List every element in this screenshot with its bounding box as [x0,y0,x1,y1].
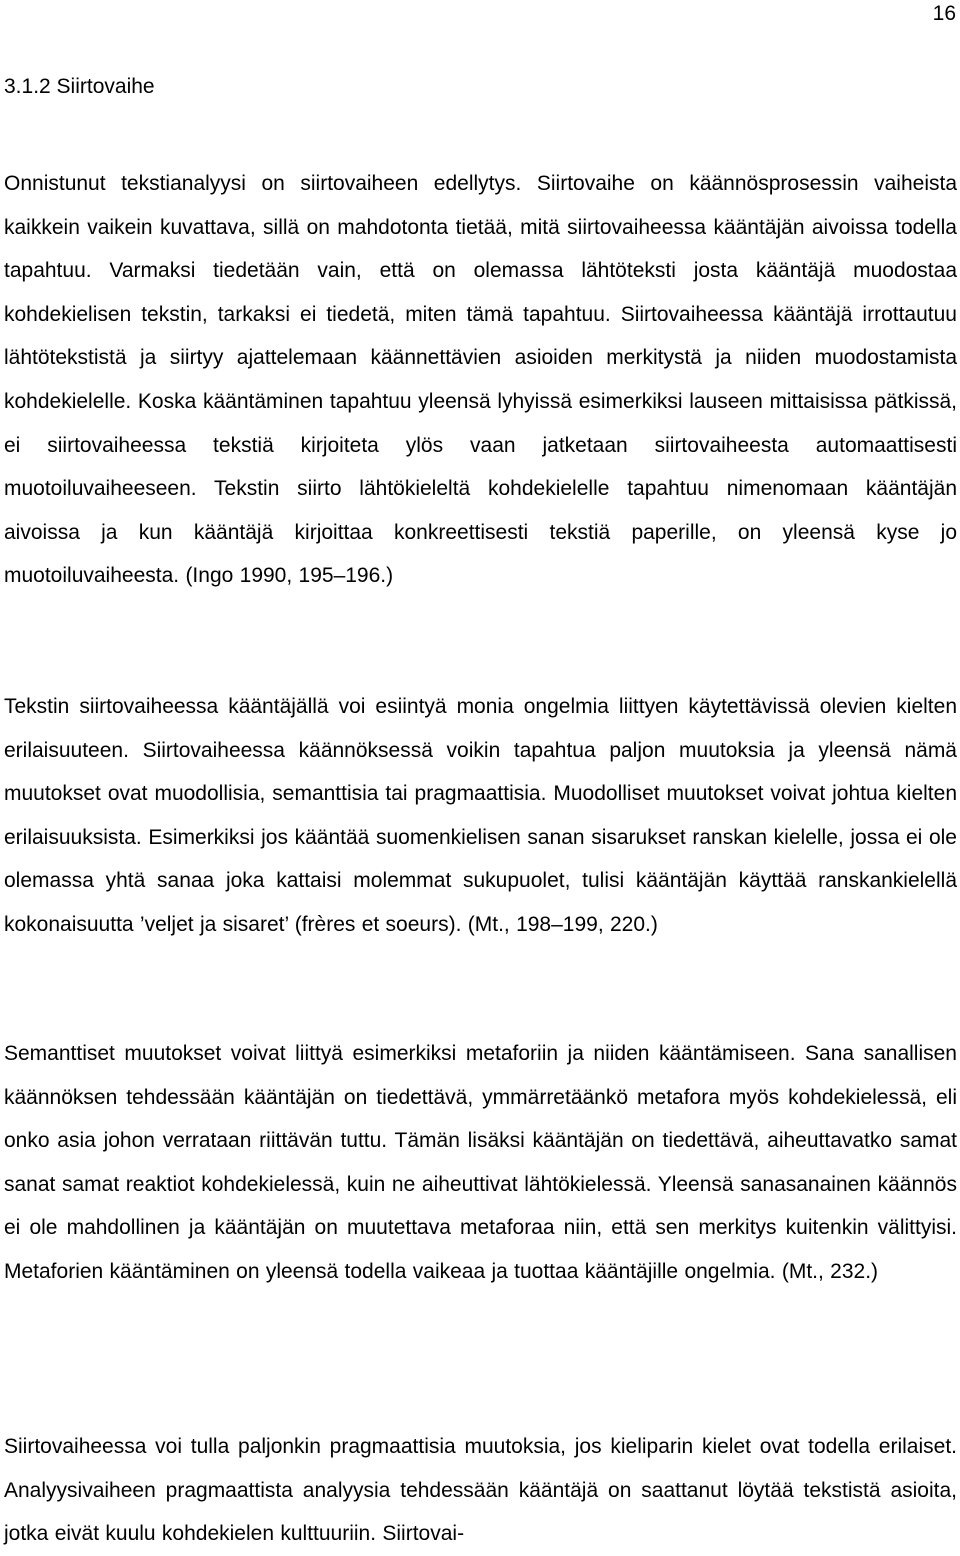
paragraph-text-analysis: Onnistunut tekstianalyysi on siirtovaiheen edellytys. Siirtovaihe on käännösprosessin vaiheista kaikkein vaikein kuvattava, sillä on mahdotonta tietää, mitä siirtovaiheessa kääntäjän aivoissa todella tapahtuu. Varmaksi tiedetään vain, että on olemassa lähtöteksti josta kääntäjä muodostaa kohdekielisen tekstin, tarkaksi ei tiedetä, miten tämä tapahtuu. Siirtovaiheessa kääntäjä irrottautuu lähtötekstistä ja siirtyy ajattelemaan käännettävien asioiden merkitystä ja niiden muodostamista kohdekielelle. Koska kääntäminen tapahtuu yleensä lyhyissä esimerkiksi lauseen mittaisissa pätkissä, ei siirtovaiheessa tekstiä kirjoiteta ylös vaan jatketaan siirtovaiheesta automaattisesti muotoiluvaiheeseen. Tekstin siirto lähtökieleltä kohdekielelle tapahtuu nimenomaan kääntäjän aivoissa ja kun kääntäjä kirjoittaa konkreettisesti tekstiä paperille, on yleensä kyse jo muotoiluvaiheesta. (Ingo 1990, 195–196.) [4,172,957,588]
paragraph-semantic-changes: Semanttiset muutokset voivat liittyä esimerkiksi metaforiin ja niiden kääntämiseen. Sana sanallisen käännöksen tehdessään kääntäjän on tiedettävä, ymmärretäänkö metafora myös kohdekielessä, eli onko asia johon verrataan riittävän tuttu. Tämän lisäksi kääntäjän on tiedettävä, aiheuttavatko samat sanat samat reaktiot kohdekielessä, kuin ne aiheuttivat lähtökielessä. Yleensä sanasanainen käännös ei ole mahdollinen ja kääntäjän on muutettava metaforaa niin, että sen merkitys kuitenkin välittyisi. Metaforien kääntäminen on yleensä todella vaikeaa ja tuottaa kääntäjille ongelmia. (Mt., 232.) [4,1042,957,1283]
page-number: 16 [932,2,956,25]
paragraph-pragmatic-changes: Siirtovaiheessa voi tulla paljonkin pragmaattisia muutoksia, jos kieliparin kielet ovat todella erilaiset. Analyysivaiheen pragmaattista analyysia tehdessään kääntäjä on saattanut löytää tekstistä asioita, jotka eivät kuulu kohdekielen kulttuuriin. Siirtovai- [4,1435,957,1546]
paragraph-transfer-problems: Tekstin siirtovaiheessa kääntäjällä voi esiintyä monia ongelmia liittyen käytettävissä olevien kielten erilaisuuteen. Siirtovaiheessa käännöksessä voikin tapahtua paljon muutoksia ja yleensä nämä muutokset ovat muodollisia, semanttisia tai pragmaattisia. Muodolliset muutokset voivat johtua kielten erilaisuuksista. Esimerkiksi jos kääntää suomenkielisen sanan sisarukset ranskan kielelle, jossa ei ole olemassa yhtä sanaa joka kattaisi molemmat sukupuolet, tulisi kääntäjän käyttää ranskankielellä kokonaisuutta ’veljet ja sisaret’ (frères et soeurs). (Mt., 198–199, 220.) [4,695,957,936]
section-heading: 3.1.2 Siirtovaihe [4,75,155,98]
